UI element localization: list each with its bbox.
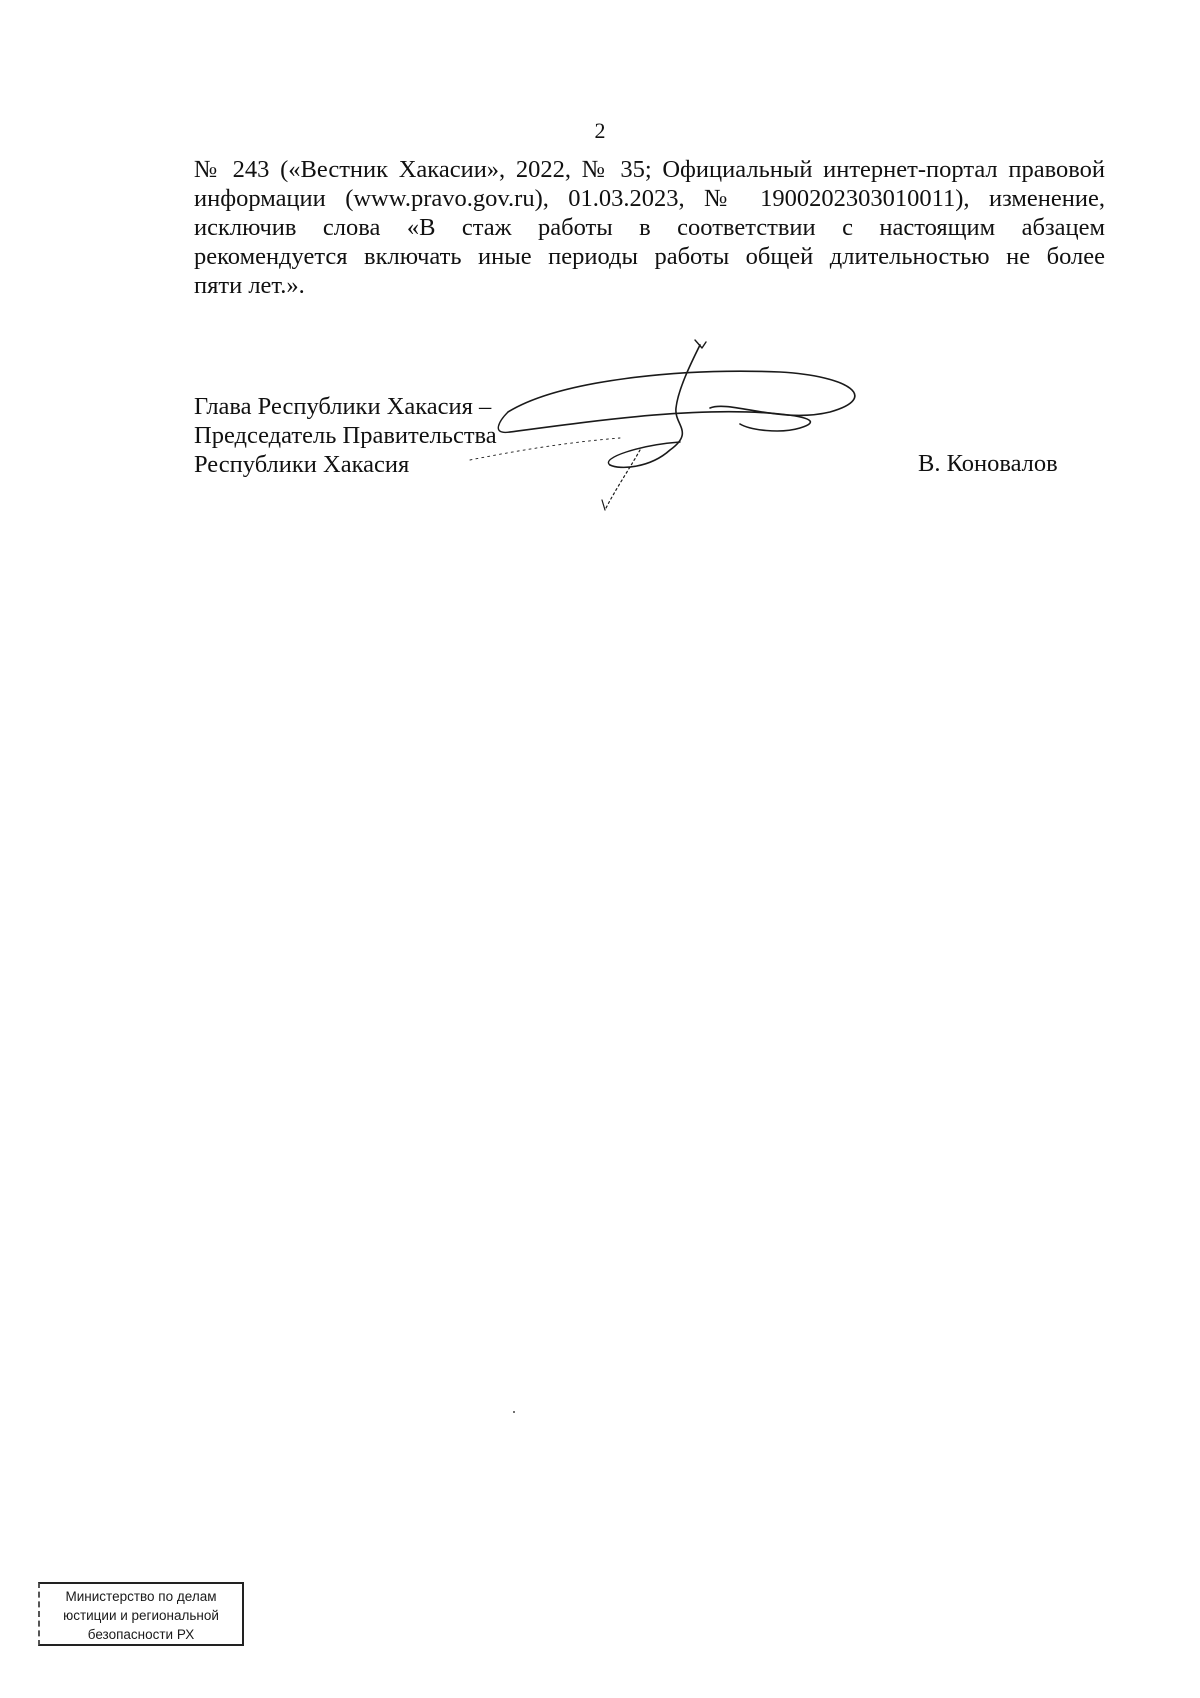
- stamp-line: Министерство по делам: [65, 1589, 217, 1604]
- signer-name: В. Коновалов: [918, 450, 1058, 477]
- page-number: 2: [594, 118, 606, 143]
- body-line: информации (www.pravo.gov.ru), 01.03.2023, № 1900202303010011), изменение,: [194, 185, 1105, 212]
- handwritten-signature: [480, 350, 880, 520]
- signatory-title-line: Республики Хакасия: [194, 451, 410, 478]
- body-line: пяти лет.».: [194, 272, 305, 299]
- stamp-line: безопасности РХ: [87, 1627, 195, 1642]
- registration-stamp: [38, 1582, 244, 1646]
- body-line: рекомендуется включать иные периоды работы общей длительностью не более: [194, 243, 1105, 270]
- body-line: № 243 («Вестник Хакасии», 2022, № 35; Официальный интернет-портал правовой: [194, 156, 1105, 183]
- signatory-title-line: Председатель Правительства: [194, 422, 497, 449]
- stray-mark: [513, 1411, 515, 1413]
- signatory-title: [194, 392, 497, 479]
- body-line: исключив слова «В стаж работы в соответствии с настоящим абзацем: [194, 214, 1105, 241]
- stamp-line: юстиции и региональной: [63, 1608, 219, 1623]
- body-text: [194, 155, 1105, 300]
- signatory-title-line: Глава Республики Хакасия –: [194, 393, 492, 420]
